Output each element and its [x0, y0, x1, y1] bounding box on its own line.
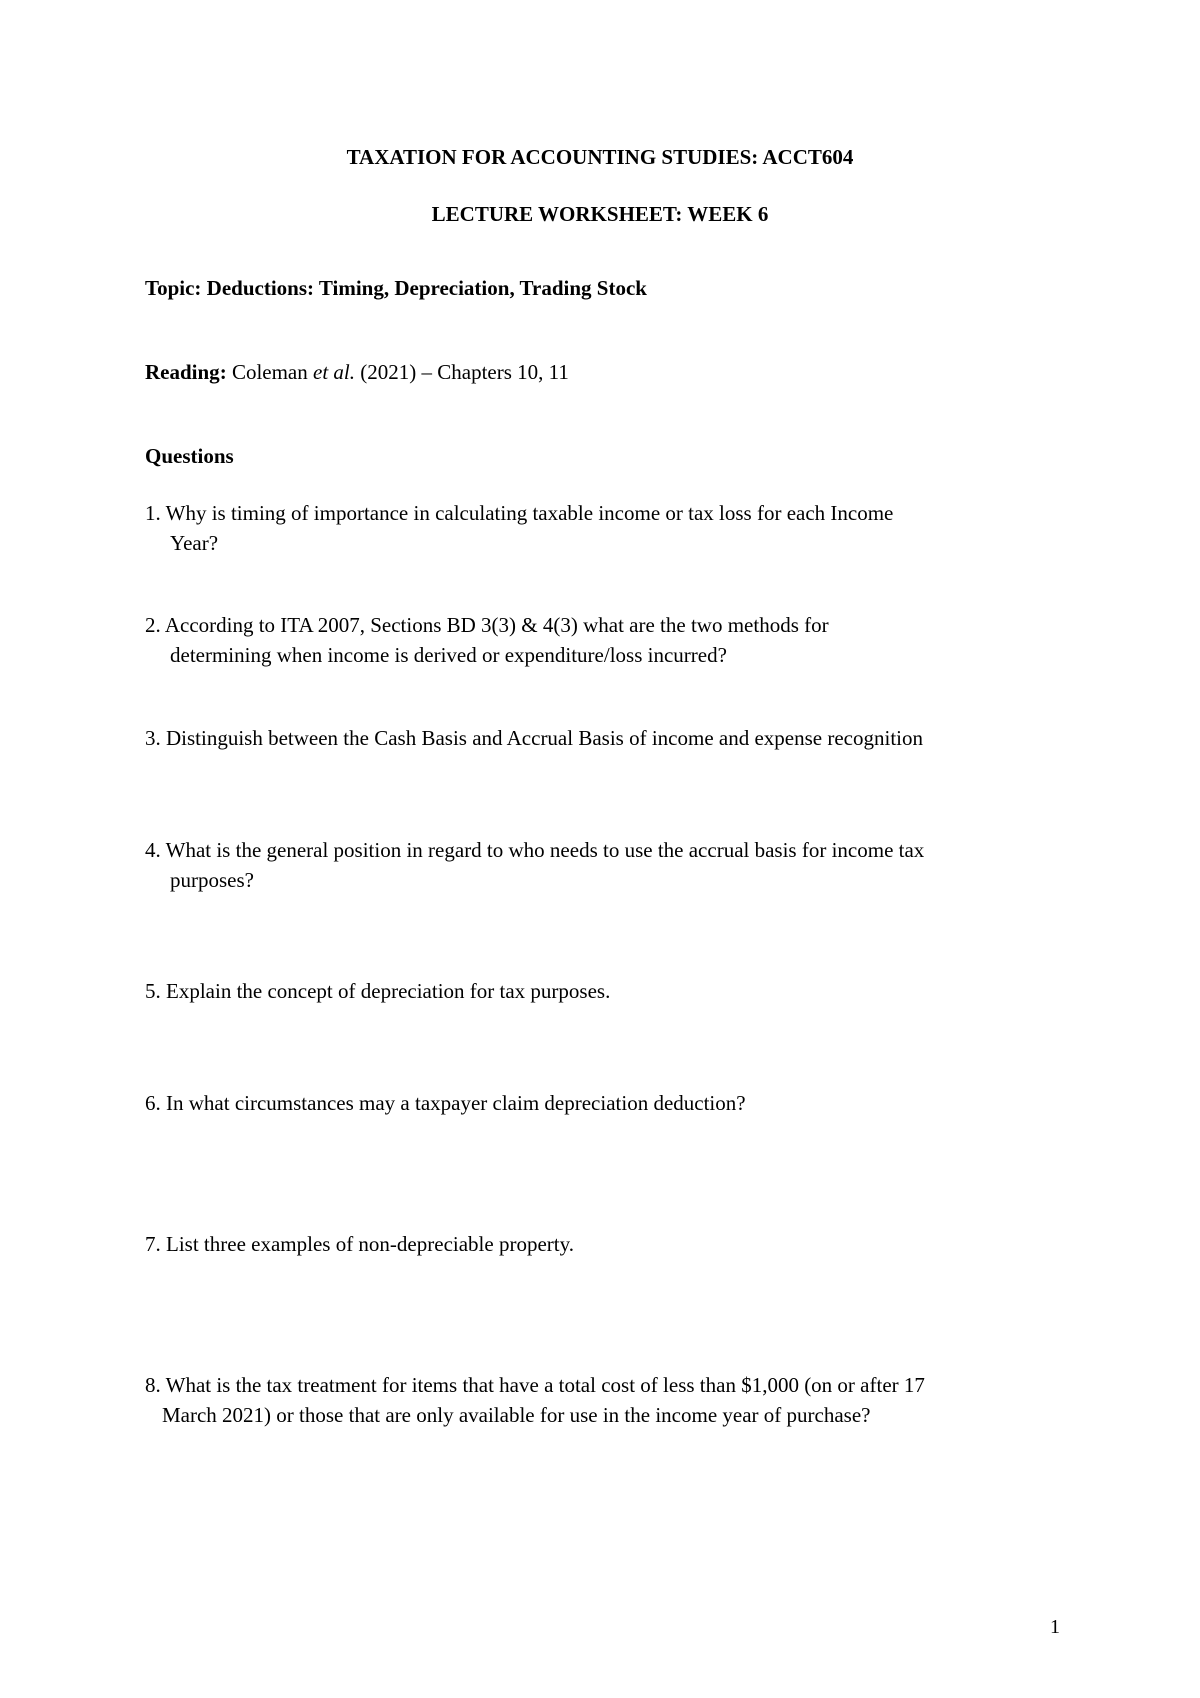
topic-label: Topic:	[145, 276, 202, 300]
reading-rest: (2021) – Chapters 10, 11	[360, 360, 569, 384]
question-text: 1. Why is timing of importance in calculating taxable income or tax loss for each Income	[145, 501, 894, 525]
topic-text: Deductions: Timing, Depreciation, Trading Stock	[206, 276, 647, 300]
question-item	[145, 976, 1075, 1006]
question-item	[145, 1229, 1075, 1259]
question-text: 2. According to ITA 2007, Sections BD 3(3) & 4(3) what are the two methods for	[145, 613, 829, 637]
question-text: 5. Explain the concept of depreciation for tax purposes.	[145, 979, 611, 1003]
question-continuation: Year?	[170, 531, 219, 555]
questions-heading: Questions	[145, 444, 234, 468]
reading-label: Reading	[145, 360, 220, 384]
question-item	[145, 498, 1075, 558]
question-item	[145, 723, 1075, 753]
question-item	[145, 610, 1075, 670]
worksheet-title: LECTURE WORKSHEET: WEEK 6	[431, 202, 769, 226]
course-title: TAXATION FOR ACCOUNTING STUDIES: ACCT604	[346, 145, 854, 169]
reading-author: Coleman	[231, 360, 308, 384]
question-continuation: purposes?	[170, 868, 254, 892]
question-item	[145, 835, 1075, 895]
question-continuation: determining when income is derived or expenditure/loss incurred?	[170, 643, 727, 667]
question-text: 3. Distinguish between the Cash Basis and Accrual Basis of income and expense recognition	[145, 726, 923, 750]
reading-line	[145, 357, 1075, 387]
question-text: 7. List three examples of non-depreciable property.	[145, 1232, 574, 1256]
question-text: 6. In what circumstances may a taxpayer claim depreciation deduction?	[145, 1091, 746, 1115]
page-number: 1	[1050, 1616, 1060, 1638]
question-text: 4. What is the general position in regard to who needs to use the accrual basis for income tax	[145, 838, 925, 862]
question-text: 8. What is the tax treatment for items that have a total cost of less than $1,000 (on or after 17	[145, 1373, 925, 1397]
question-continuation: March 2021) or those that are only available for use in the income year of purchase?	[162, 1403, 871, 1427]
question-item	[145, 1370, 1075, 1430]
topic-line	[145, 273, 1075, 303]
question-item	[145, 1088, 1075, 1118]
reading-etal: et al.	[313, 360, 356, 384]
reading-colon: :	[219, 360, 227, 384]
